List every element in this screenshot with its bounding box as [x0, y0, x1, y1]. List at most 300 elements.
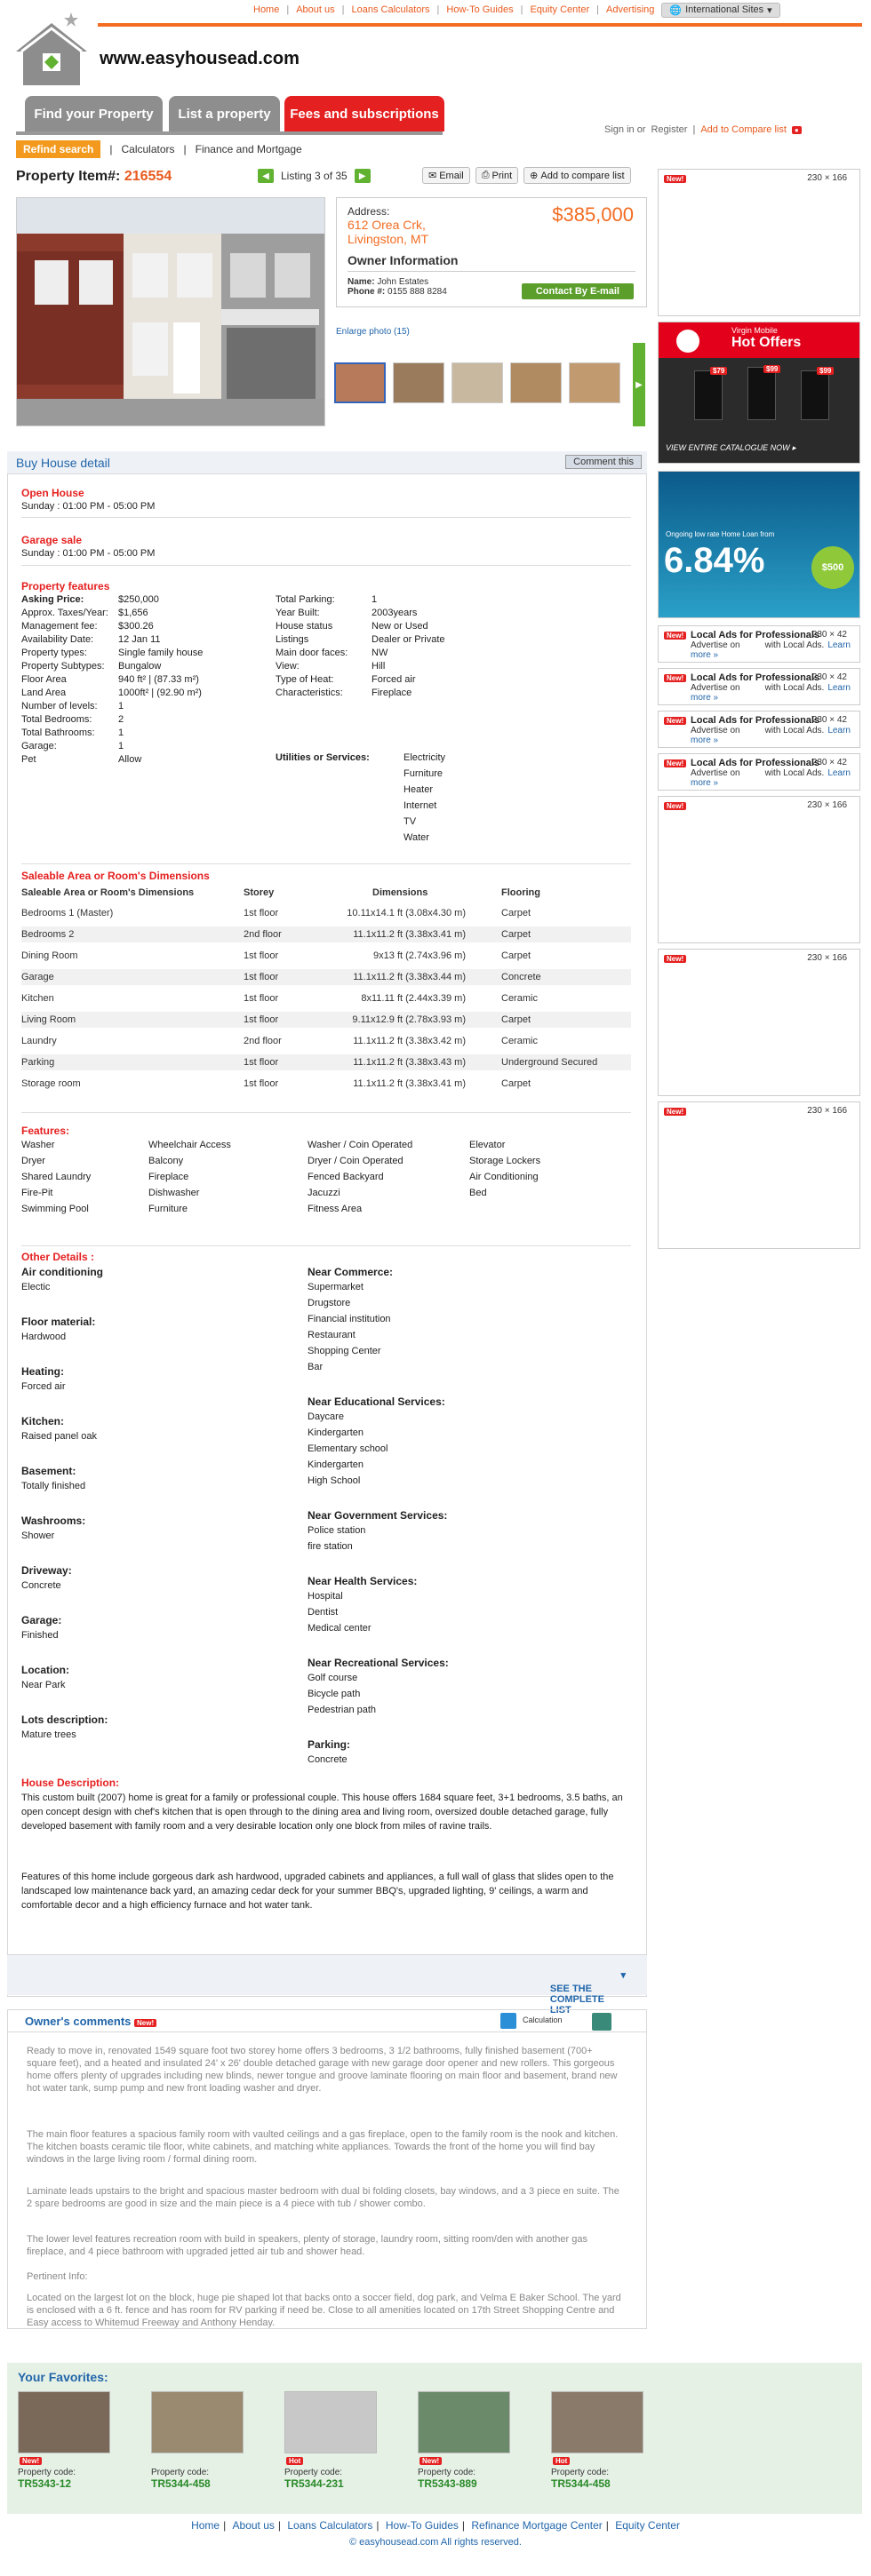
column-header: Flooring [501, 887, 540, 898]
table-cell: Carpet [501, 1014, 531, 1025]
address-box [336, 197, 647, 307]
feature-item: Dishwasher [148, 1188, 200, 1198]
advertise-text: Advertise on [691, 726, 740, 735]
favorite-item[interactable] [418, 2391, 515, 2498]
feature-label: Total Bedrooms: [21, 714, 92, 725]
feature-label: View: [276, 661, 300, 672]
feature-label: Land Area [21, 688, 67, 698]
table-cell: Carpet [501, 929, 531, 940]
detail-heading: Floor material: [21, 1316, 96, 1328]
detail-value: Shower [21, 1530, 55, 1541]
feature-item: Washer / Coin Operated [308, 1140, 413, 1150]
feature-item: Dryer / Coin Operated [308, 1156, 404, 1166]
detail-heading: Kitchen: [21, 1415, 64, 1427]
footer-home[interactable]: Home [191, 2519, 220, 2532]
intl-sites-select[interactable]: 🌐 International Sites ▾ [661, 3, 779, 18]
favorites-title: Your Favorites: [18, 2370, 108, 2384]
comment-paragraph: Ready to move in, renovated 1549 square foot two storey home offers 3 bedrooms, 3 1/2 bathrooms, fully finished basement (700+ square feet), and a heated and insulated 24' x 26' double detached garage with new garage door opener and new rollers. This gorgeous home offers plenty of upgrades including new blinds, newer tongue and groove laminate flooring on main floor and basement, brand new hot water tank, sump pump and new front loading washer and dryer. [27, 2046, 618, 2094]
table-cell: Bedrooms 2 [21, 929, 75, 940]
feature-label: Main door faces: [276, 648, 348, 658]
table-cell: Storage room [21, 1078, 81, 1089]
feature-value: Dealer or Private [372, 634, 445, 645]
nav-loans[interactable]: Loans Calculators [351, 4, 430, 15]
thumbnail[interactable] [334, 362, 386, 403]
plus-icon: ⊕ [530, 171, 539, 181]
header-bar [98, 23, 862, 27]
utilities-label: Utilities or Services: [276, 752, 370, 763]
footer-loans[interactable]: Loans Calculators [287, 2519, 373, 2532]
comment-paragraph: The main floor features a spacious family room with vaulted ceilings and a gas fireplace, open to the family room is the nook and kitchen. The kitchen boasts ceramic tile floor, white cabinets, and matching white appliances. Towards the front of the home you will find bay windows in the large living room / formal dining room. [27, 2129, 619, 2165]
with-text: with Local Ads. [764, 640, 825, 650]
detail-value: Mature trees [21, 1729, 76, 1740]
description-p1: This custom built (2007) home is great for a family or professional couple. This house offers 1684 square feet, 3+1 bedrooms, 3.5 baths, an open concept design with chef's kitchen that is open through to the dining area and living room, oversized double detached garage, fully developed basement with family room and a very desirable location only one block from miles of ravine trails. [21, 1793, 623, 1832]
detail-value: Dentist [308, 1607, 339, 1618]
nav-advertising[interactable]: Advertising [605, 4, 655, 15]
feature-item: Swimming Pool [21, 1204, 89, 1214]
house-logo-icon [9, 7, 93, 89]
favorite-badge: Hot [553, 2457, 570, 2465]
table-row [21, 948, 631, 964]
favorite-thumbnail[interactable] [418, 2391, 510, 2453]
footer-refinance[interactable]: Refinance Mortgage Center [471, 2519, 603, 2532]
sign-in-link[interactable]: Sign in or [604, 124, 646, 135]
owner-phone-label: Phone #: [348, 287, 386, 297]
prev-listing-button[interactable]: ◀ [258, 169, 274, 183]
table-cell: Dining Room [21, 950, 78, 961]
favorite-thumbnail[interactable] [18, 2391, 110, 2453]
feature-value: 1 [118, 701, 124, 712]
comment-this-button[interactable]: Comment this [565, 455, 642, 469]
detail-heading: Heating: [21, 1365, 64, 1378]
thumbnail[interactable] [510, 362, 562, 403]
favorite-thumbnail[interactable] [551, 2391, 643, 2453]
table-cell: 1st floor [244, 908, 279, 918]
feature-label: Listings [276, 634, 309, 645]
tab-list-property[interactable]: List a property [169, 96, 280, 131]
table-cell: Laundry [21, 1036, 57, 1046]
comment-paragraph: The lower level features recreation room with build in speakers, plenty of storage, laundry room, sitting room/den with another gas fireplace, and 4 piece bathroom with upgraded jetted air tub and shower head. [27, 2234, 587, 2257]
feature-value: Allow [118, 754, 142, 765]
detail-value: Totally finished [21, 1481, 86, 1491]
advertise-text: Advertise on [691, 768, 740, 778]
table-cell: 11.1x11.2 ft (3.38x3.41 m) [353, 1078, 466, 1089]
local-ad-title: Local Ads for Professionals [691, 758, 820, 768]
footer-howto[interactable]: How-To Guides [385, 2519, 459, 2532]
local-ad-text [691, 683, 859, 703]
table-cell: Underground Secured [501, 1057, 598, 1068]
column-header: Dimensions [372, 887, 428, 898]
table-row [21, 926, 631, 942]
property-photo[interactable] [16, 197, 325, 426]
next-listing-button[interactable]: ▶ [355, 169, 371, 183]
feature-label: Pet [21, 754, 36, 765]
description-p2: Features of this home include gorgeous dark ash hardwood, upgraded cabinets and appliances, a full wall of glass that slides open to the landscaped low maintenance back yard, an amazing cedar deck for your summer BBQ's, upgraded lighting, 9' ceilings, a warm and comfortable decor and a high efficiency furnace and hot water tank. [21, 1872, 614, 1911]
with-text: with Local Ads. [764, 726, 825, 735]
ad-size: 230 × 42 [811, 630, 847, 640]
listing-counter: Listing 3 of 35 [281, 170, 348, 182]
comment-paragraph: Laminate leads upstairs to the bright and spacious master bedroom with dual bi folding closets, bay windows, and a 3 piece en suite. The 2 spare bedrooms are good in size and the main piece is a 4 piece with tub / shower combo. [27, 2186, 619, 2209]
table-cell: 1st floor [244, 950, 279, 961]
with-text: with Local Ads. [764, 683, 825, 693]
feature-value: Hill [372, 661, 386, 672]
nav-home[interactable]: Home [253, 4, 280, 15]
listing-pager [258, 169, 371, 183]
feature-value: 2 [118, 714, 124, 725]
local-ad[interactable] [658, 625, 860, 663]
description-title: House Description: [21, 1777, 120, 1789]
favorite-thumbnail[interactable] [284, 2391, 377, 2453]
feature-label: House status [276, 621, 333, 632]
detail-title: Buy House detail [16, 456, 110, 470]
detail-value: Electic [21, 1282, 51, 1292]
detail-value: Forced air [21, 1381, 66, 1392]
column-header: Saleable Area or Room's Dimensions [21, 887, 195, 898]
table-cell: Living Room [21, 1014, 76, 1025]
table-row [21, 1033, 631, 1049]
owner-comments-header [7, 2009, 647, 2032]
feature-item: Storage Lockers [469, 1156, 541, 1166]
home-loan-ad[interactable]: Ongoing low rate Home Loan from 6.84% $500 [658, 471, 860, 618]
detail-value: High School [308, 1475, 361, 1486]
price: $385,000 [552, 203, 634, 226]
table-cell: 11.1x11.2 ft (3.38x3.44 m) [353, 972, 466, 982]
rooms-title: Saleable Area or Room's Dimensions [21, 870, 210, 882]
detail-value: Near Park [21, 1680, 66, 1690]
local-ad[interactable] [658, 753, 860, 791]
feature-value: NW [372, 648, 388, 658]
advertise-text: Advertise on [691, 640, 740, 650]
property-code[interactable]: TR5344-458 [551, 2477, 611, 2490]
ad-slot[interactable]: New! 230 × 166 [658, 949, 860, 1096]
utility-item: Electricity [404, 752, 446, 763]
open-house-time: Sunday : 01:00 PM - 05:00 PM [21, 501, 156, 512]
feature-item: Air Conditioning [469, 1172, 539, 1182]
column-header: Storey [244, 887, 275, 898]
calculation-link[interactable]: Calculation [523, 2015, 563, 2024]
feature-label: Management fee: [21, 621, 98, 632]
learn-more-link[interactable]: Learn more » [691, 640, 851, 660]
feature-value: $250,000 [118, 594, 159, 605]
detail-value: Finished [21, 1630, 59, 1641]
feature-label: Property types: [21, 648, 87, 658]
ad-slot[interactable]: New! 230 × 166 [658, 169, 860, 316]
subnav-calculators[interactable]: Calculators [121, 143, 175, 155]
local-ad-text [691, 726, 859, 745]
feature-value: 1 [118, 741, 124, 751]
utility-item: Furniture [404, 768, 443, 779]
table-cell: Kitchen [21, 993, 54, 1004]
table-row [21, 990, 631, 1006]
comment-paragraph: Located on the largest lot on the block, huge pie shaped lot that backs onto a soccer field, dog park, and Velma E Baker School. The yard is enclosed with a 6 ft. fence and has room for RV parking if need be. Close to all amenities located on 17th Street Shopping Centre and Easy access to Whitemud Freeway and Anthony Henday. [27, 2293, 621, 2328]
detail-value: Bar [308, 1362, 324, 1372]
subnav-finance[interactable]: Finance and Mortgage [195, 143, 302, 155]
detail-heading: Near Government Services: [308, 1509, 448, 1522]
feature-item: Dryer [21, 1156, 45, 1166]
feature-label: Garage: [21, 741, 57, 751]
features-title: Property features [21, 580, 110, 592]
phone-image [801, 370, 829, 420]
feature-label: Property Subtypes: [21, 661, 105, 672]
enlarge-photo-link[interactable]: Enlarge photo (15) [336, 327, 410, 337]
table-row [21, 1054, 631, 1070]
nav-equity[interactable]: Equity Center [530, 4, 590, 15]
nav-about[interactable]: About us [296, 4, 335, 15]
ad-slot[interactable]: New! 230 × 166 [658, 1101, 860, 1249]
footer-nav: Home | About us | Loans Calculators | How-To Guides | Refinance Mortgage Center | Equity Center [191, 2519, 680, 2532]
detail-heading: Near Recreational Services: [308, 1657, 449, 1669]
detail-value: Kindergarten [308, 1459, 364, 1470]
table-cell: 2nd floor [244, 1036, 282, 1046]
table-cell: Garage [21, 972, 54, 982]
detail-value: Drugstore [308, 1298, 351, 1308]
table-cell: Parking [21, 1057, 55, 1068]
feature-item: Furniture [148, 1204, 188, 1214]
table-cell: 1st floor [244, 972, 279, 982]
table-cell: 11.1x11.2 ft (3.38x3.41 m) [353, 929, 466, 940]
share-icon[interactable] [592, 2013, 611, 2031]
see-all-bar [7, 1954, 647, 2015]
detail-value: Hardwood [21, 1332, 67, 1342]
feature-label: Asking Price: [21, 594, 84, 605]
feature-item: Fitness Area [308, 1204, 363, 1214]
detail-value: Raised panel oak [21, 1431, 98, 1442]
table-cell: 9x13 ft (2.74x3.96 m) [373, 950, 466, 961]
favorite-item[interactable] [284, 2391, 382, 2498]
property-code[interactable]: TR5343-889 [418, 2477, 477, 2490]
learn-more-link[interactable]: Learn more » [691, 683, 851, 703]
detail-heading: Parking: [308, 1738, 351, 1751]
feature-item: Jacuzzi [308, 1188, 340, 1198]
property-code[interactable]: TR5344-458 [151, 2477, 211, 2490]
table-cell: 9.11x12.9 ft (2.78x3.93 m) [352, 1014, 466, 1025]
detail-heading: Driveway: [21, 1564, 72, 1577]
register-link[interactable]: Register [651, 124, 688, 135]
feature-label: Characteristics: [276, 688, 343, 698]
feature-item: Shared Laundry [21, 1172, 92, 1182]
advertise-text: Advertise on [691, 683, 740, 693]
local-ad-text [691, 768, 859, 788]
sub-nav: Refind search | Calculators | Finance and Mortgage [16, 140, 302, 158]
garage-sale-title: Garage sale [21, 534, 83, 546]
tab-find-property[interactable]: Find your Property [25, 96, 163, 131]
printer-icon: ⎙ [481, 170, 490, 180]
address-line1[interactable]: 612 Orea Crk, [348, 218, 426, 232]
feature-item: Fenced Backyard [308, 1172, 384, 1182]
other-details-title: Other Details : [21, 1251, 95, 1263]
table-row [21, 969, 631, 985]
logo[interactable] [9, 7, 93, 89]
table-cell: Carpet [501, 908, 531, 918]
table-row [21, 1012, 631, 1028]
virgin-mobile-ad[interactable]: Virgin Mobile Hot Offers $79 $99 $99 VIEW ENTIRE CATALOGUE NOW ▸ [658, 322, 860, 464]
property-code[interactable]: TR5343-12 [18, 2477, 72, 2490]
new-badge: New! [664, 717, 686, 725]
detail-value: Shopping Center [308, 1346, 381, 1356]
tab-fees[interactable]: Fees and subscriptions [284, 96, 444, 131]
email-button[interactable]: ✉ Email [422, 167, 470, 184]
detail-value: Medical center [308, 1623, 372, 1634]
property-tools [422, 167, 631, 184]
envelope-icon: ✉ [428, 171, 437, 181]
property-code[interactable]: TR5344-231 [284, 2477, 344, 2490]
owner-name: John Estates [377, 277, 429, 287]
detail-value: Concrete [21, 1580, 61, 1591]
feature-value: $1,656 [118, 608, 148, 618]
phone-image [694, 370, 723, 420]
favorite-item[interactable] [551, 2391, 649, 2498]
property-title: Property Item#: 216554 [16, 169, 172, 184]
account-links: Sign in or Register | Add to Compare list ● [604, 124, 802, 135]
owner-name-label: Name: [348, 277, 375, 287]
utility-item: TV [404, 816, 417, 827]
feature-value: 1 [118, 727, 124, 738]
contact-email-button[interactable]: Contact By E-mail [522, 283, 634, 299]
utility-item: Heater [404, 784, 434, 795]
learn-more-link[interactable]: Learn more » [691, 726, 851, 745]
table-cell: Ceramic [501, 993, 538, 1004]
top-nav: Home | About us | Loans Calculators | How-To Guides | Equity Center | Advertising 🌐 International Sites ▾ [253, 0, 858, 20]
feature-value: 1000ft² | (92.90 m²) [118, 688, 202, 698]
table-cell: 11.1x11.2 ft (3.38x3.42 m) [353, 1036, 466, 1046]
detail-heading: Lots description: [21, 1713, 108, 1726]
footer-about[interactable]: About us [232, 2519, 275, 2532]
feature-label: Total Parking: [276, 594, 335, 605]
phone-image [747, 367, 776, 420]
features-list-title: Features: [21, 1125, 70, 1137]
table-row [21, 1076, 631, 1092]
feature-item: Fireplace [148, 1172, 189, 1182]
feature-label: Year Built: [276, 608, 320, 618]
detail-value: Kindergarten [308, 1427, 364, 1438]
table-cell: 1st floor [244, 1078, 279, 1089]
property-code-label: Property code: [151, 2468, 210, 2477]
feature-value: Single family house [118, 648, 204, 658]
detail-heading: Location: [21, 1664, 69, 1676]
local-ad-title: Local Ads for Professionals [691, 672, 820, 683]
open-house-title: Open House [21, 487, 84, 499]
thumbnail-next-button[interactable]: ▶ [633, 343, 645, 426]
detail-value: Pedestrian path [308, 1705, 377, 1715]
detail-value: Daycare [308, 1411, 344, 1422]
feature-item: Elevator [469, 1140, 506, 1150]
tabs-underline [16, 131, 443, 135]
detail-value: Financial institution [308, 1314, 391, 1324]
table-cell: Carpet [501, 950, 531, 961]
print-button[interactable]: ⎙ Print [475, 167, 518, 184]
ad-size: 230 × 42 [811, 758, 847, 767]
feature-value: Fireplace [372, 688, 412, 698]
local-ad[interactable] [658, 711, 860, 748]
feature-label: Number of levels: [21, 701, 98, 712]
copyright: © easyhousead.com All rights reserved. [349, 2537, 522, 2548]
owner-header: Owner Information [348, 253, 635, 272]
thumbnail[interactable] [569, 362, 620, 403]
ad-slot[interactable]: New! 230 × 166 [658, 796, 860, 943]
address-label: Address: [348, 205, 390, 218]
nav-howto[interactable]: How-To Guides [446, 4, 514, 15]
feature-value: 1 [372, 594, 378, 605]
utility-item: Internet [404, 800, 437, 811]
favorite-badge: New! [420, 2457, 442, 2465]
refine-search-button[interactable]: Refind search [16, 140, 100, 158]
garage-sale-time: Sunday : 01:00 PM - 05:00 PM [21, 548, 156, 559]
table-cell: Concrete [501, 972, 541, 982]
table-cell: 2nd floor [244, 929, 282, 940]
learn-more-link[interactable]: Learn more » [691, 768, 851, 788]
detail-value: Bicycle path [308, 1689, 361, 1699]
table-cell: 1st floor [244, 1057, 279, 1068]
virgin-logo-icon [676, 330, 699, 353]
detail-heading: Garage: [21, 1614, 62, 1626]
new-badge: New! [664, 632, 686, 640]
detail-value: fire station [308, 1541, 353, 1552]
see-complete-list-link[interactable]: SEE THE COMPLETE LIST ▾ [549, 1970, 626, 2015]
table-cell: 8x11.11 ft (2.44x3.39 m) [361, 993, 466, 1004]
table-cell: 1st floor [244, 1014, 279, 1025]
property-code-label: Property code: [551, 2468, 610, 2477]
compare-badge: ● [792, 126, 802, 134]
feature-item: Fire-Pit [21, 1188, 53, 1198]
property-code-label: Property code: [18, 2468, 76, 2477]
local-ad[interactable] [658, 668, 860, 705]
house-photo [17, 198, 325, 426]
detail-heading: Near Health Services: [308, 1575, 418, 1587]
thumbnail[interactable] [451, 362, 503, 403]
thumbnail-strip [334, 362, 620, 403]
chevron-down-icon: ▾ [767, 4, 772, 16]
detail-heading: Air conditioning [21, 1266, 103, 1278]
calculator-icon[interactable] [500, 2013, 516, 2029]
logo-text: www.easyhousead.com [100, 49, 300, 68]
detail-value: Elementary school [308, 1443, 388, 1454]
rooms-header-row [21, 885, 631, 901]
feature-value: 12 Jan 11 [118, 634, 161, 645]
compare-link[interactable]: Add to Compare list [700, 124, 787, 135]
address-line2[interactable]: Livingston, MT [348, 232, 429, 246]
local-ad-title: Local Ads for Professionals [691, 715, 820, 726]
feature-label: Type of Heat: [276, 674, 334, 685]
with-text: with Local Ads. [764, 768, 825, 778]
favorite-item[interactable] [18, 2391, 116, 2498]
feature-item: Bed [469, 1188, 487, 1198]
table-cell: 1st floor [244, 993, 279, 1004]
table-cell: 10.11x14.1 ft (3.08x4.30 m) [347, 908, 466, 918]
table-cell: Bedrooms 1 (Master) [21, 908, 114, 918]
owner-comments-title: Owner's comments New! [25, 2015, 156, 2028]
feature-item: Balcony [148, 1156, 184, 1166]
feature-value: $300.26 [118, 621, 154, 632]
feature-value: Forced air [372, 674, 416, 685]
detail-value: Hospital [308, 1591, 343, 1602]
add-compare-button[interactable]: ⊕ Add to compare list [523, 167, 630, 184]
favorite-item[interactable] [151, 2391, 249, 2498]
table-cell: Ceramic [501, 1036, 538, 1046]
property-item-no: 216554 [124, 169, 172, 184]
feature-label: Total Bathrooms: [21, 727, 95, 738]
feature-value: 2003years [372, 608, 418, 618]
favorite-badge: New! [20, 2457, 42, 2465]
feature-label: Availability Date: [21, 634, 94, 645]
detail-heading: Near Commerce: [308, 1266, 394, 1278]
comment-paragraph: Pertinent Info: [27, 2271, 88, 2282]
favorite-thumbnail[interactable] [151, 2391, 244, 2453]
feature-label: Approx. Taxes/Year: [21, 608, 108, 618]
thumbnail[interactable] [393, 362, 444, 403]
feature-item: Wheelchair Access [148, 1140, 231, 1150]
favorite-badge: Hot [286, 2457, 303, 2465]
footer-equity[interactable]: Equity Center [615, 2519, 680, 2532]
detail-heading: Near Educational Services: [308, 1395, 445, 1408]
